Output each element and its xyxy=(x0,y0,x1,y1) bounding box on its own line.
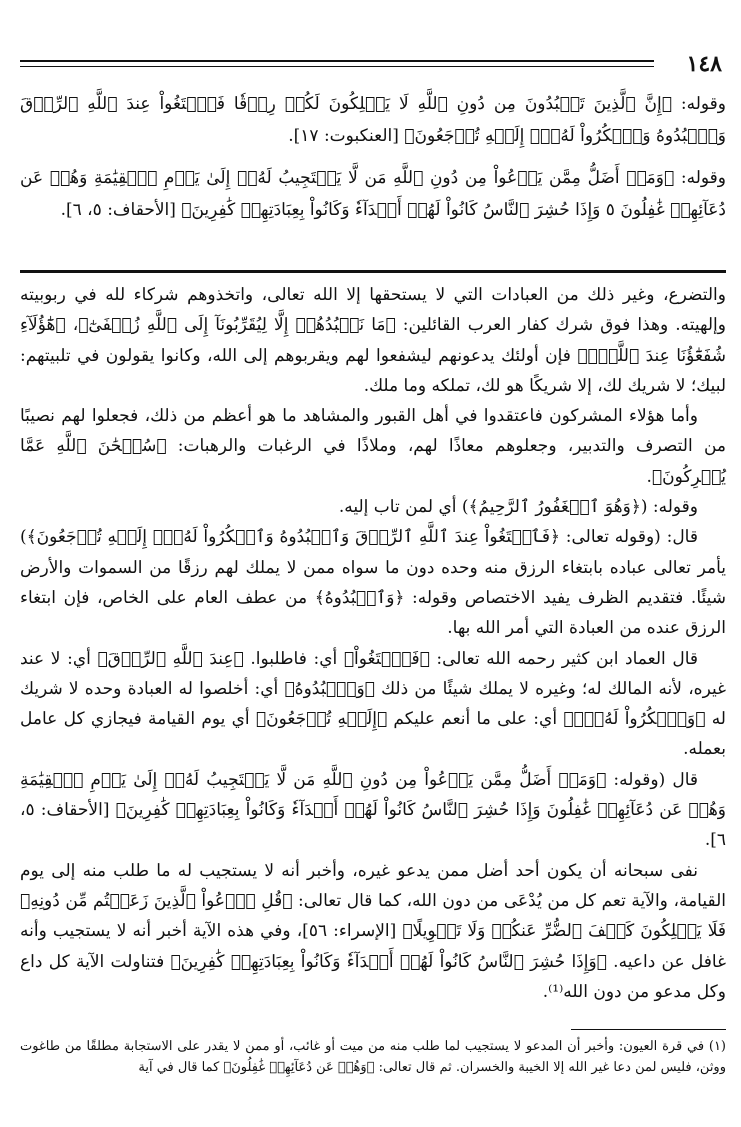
body-paragraph: وقوله: (﴿وَهُوَ ٱلۡغَفُورُ ٱلرَّحِيمُ﴾) أي لمن تاب إليه. xyxy=(338,497,698,518)
body-paragraph: قال (وقوله: ﴿وَمَنۡ أَضَلُّ مِمَّن يَدۡعُواْ مِن دُونِ ٱللَّهِ مَن لَّا يَسۡتَجِيبُ لَهُۥٓ إِلَىٰ يَوۡمِ ٱلۡقِيَٰمَةِ وَهُمۡ عَن دُعَآئِهِمۡ غَٰفِلُونَ وَإِذَا حُشِرَ ٱلنَّاسُ كَانُواْ لَهُمۡ أَعۡدَآءٗ وَكَانُواْ بِعِبَادَتِهِمۡ كَٰفِرِينَ﴾ [الأحقاف: ٥، ٦]. xyxy=(20,769,726,851)
footnote: (١) في قرة العيون: وأخبر أن المدعو لا يستجيب لما طلب منه من ميت أو غائب، أو ممن لا يقدر على الاستجابة مطلقًا من طاغوت ووثن، فليس لمن دعا غير الله إلا الخيبة والخسران. ثم قال تعالى: ﴿وَهُمۡ عَن دُعَآئِهِمۡ غَٰفِلُونَ﴾ كما قال في آية xyxy=(20,1039,726,1075)
body-paragraph: والتضرع، وغير ذلك من العبادات التي لا يستحقها إلا الله تعالى، واتخذوهم شركاء لله في ربوبيته وإلهيته. وهذا فوق شرك كفار العرب القائلين: ﴿مَا نَعۡبُدُهُمۡ إِلَّا لِيُقَرِّبُونَآ إِلَى ٱللَّهِ زُلۡفَىٰٓ﴾، ﴿هَٰٓؤُلَآءِ شُفَعَٰٓؤُنَا عِندَ ٱللَّهِۚ﴾ فإن أولئك يدعونهم ليشفعوا لهم ويقربوهم إلى الله، وكانوا يقولون في تلبيتهم: لبيك؛ لا شريك لك، إلا شريكًا هو لك، تملكه وما ملك. xyxy=(20,285,726,396)
body-paragraph: وأما هؤلاء المشركون فاعتقدوا في أهل القبور والمشاهد ما هو أعظم من ذلك، فجعلوا لهم نصيبًا من التصرف والتدبير، وجعلوهم معاذًا لهم، وملاذًا في الرغبات والرهبات: ﴿سُبۡحَٰنَ ٱللَّهِ عَمَّا يُشۡرِكُونَ﴾. xyxy=(20,406,726,487)
quoted-paragraph: وقوله: ﴿إِنَّ ٱلَّذِينَ تَعۡبُدُونَ مِن دُونِ ٱللَّهِ لَا يَمۡلِكُونَ لَكُمۡ رِزۡقٗا فَٱبۡتَغُواْ عِندَ ٱللَّهِ ٱلرِّزۡقَ وَٱعۡبُدُوهُ وَٱشۡكُرُواْ لَهُۥٓۖ إِلَيۡهِ تُرۡجَعُونَ﴾ [العنكبوت: ١٧]. xyxy=(20,94,726,146)
body-paragraph: قال العماد ابن كثير رحمه الله تعالى: ﴿فَٱبۡتَغُواْ﴾ أي: فاطلبوا. ﴿عِندَ ٱللَّهِ ٱلرِّزۡقَ﴾ أي: لا عند غيره، لأنه المالك له؛ وغيره لا يملك شيئًا من ذلك ﴿وَٱعۡبُدُوهُ﴾ أي: أخلصوا له العبادة وحده لا شريك له ﴿وَٱشۡكُرُواْ لَهُۥٓۖ﴾ أي: على ما أنعم عليكم ﴿إِلَيۡهِ تُرۡجَعُونَ﴾ أي يوم القيامة فيجازي كل عامل بعمله. xyxy=(20,648,726,760)
page-header xyxy=(20,50,726,80)
body-paragraph: نفى سبحانه أن يكون أحد أضل ممن يدعو غيره، وأخبر أنه لا يستجيب له ما طلب منه إلى يوم القيامة، والآية تعم كل من يُدْعَى من دون الله، كما قال تعالى: ﴿قُلِ ٱدۡعُواْ ٱلَّذِينَ زَعَمۡتُم مِّن دُونِهِۦ فَلَا يَمۡلِكُونَ كَشۡفَ ٱلضُّرِّ عَنكُمۡ وَلَا تَحۡوِيلًا﴾ [الإسراء: ٥٦]، وفي هذه الآية أخبر أنه لا يستجيب وأنه غافل عن داعيه. ﴿وَإِذَا حُشِرَ ٱلنَّاسُ كَانُواْ لَهُمۡ أَعۡدَآءٗ وَكَانُواْ بِعِبَادَتِهِمۡ كَٰفِرِينَ﴾ فتناولت الآية كل داع وكل مدعو من دون الله⁽¹⁾. xyxy=(20,860,726,1002)
footnote-rule xyxy=(571,1029,726,1030)
commentary-body xyxy=(20,280,726,1007)
header-rule xyxy=(20,60,654,62)
quoted-paragraph: وقوله: ﴿وَمَنۡ أَضَلُّ مِمَّن يَدۡعُواْ مِن دُونِ ٱللَّهِ مَن لَّا يَسۡتَجِيبُ لَهُۥٓ إِلَىٰ يَوۡمِ ٱلۡقِيَٰمَةِ وَهُمۡ عَن دُعَآئِهِمۡ غَٰفِلُونَ ٥ وَإِذَا حُشِرَ ٱلنَّاسُ كَانُواْ لَهُمۡ أَعۡدَآءٗ وَكَانُواْ بِعِبَادَتِهِمۡ كَٰفِرِينَ﴾ [الأحقاف: ٥، ٦]. xyxy=(20,168,726,220)
section-divider xyxy=(20,270,726,273)
header-rule-thin xyxy=(20,66,654,67)
book-page xyxy=(20,0,726,1127)
quoted-text-block xyxy=(20,88,726,236)
body-paragraph: قال: (وقوله تعالى: ﴿فَٱبۡتَغُواْ عِندَ ٱللَّهِ ٱلرِّزۡقَ وَٱعۡبُدُوهُ وَٱشۡكُرُواْ لَهُۥٓۖ إِلَيۡهِ تُرۡجَعُونَ﴾) يأمر تعالى عباده بابتغاء الرزق منه وحده دون ما سواه ممن لا يملك لهم رزقًا من السموات والأرض شيئًا. فتقديم الظرف يفيد الاختصاص وقوله: ﴿وَٱعۡبُدُوهُ﴾ من عطف العام على الخاص، فإن ابتغاء الرزق عنده من العبادة التي أمر الله بها. xyxy=(20,527,726,639)
page-number: ١٤٨ xyxy=(686,51,722,77)
